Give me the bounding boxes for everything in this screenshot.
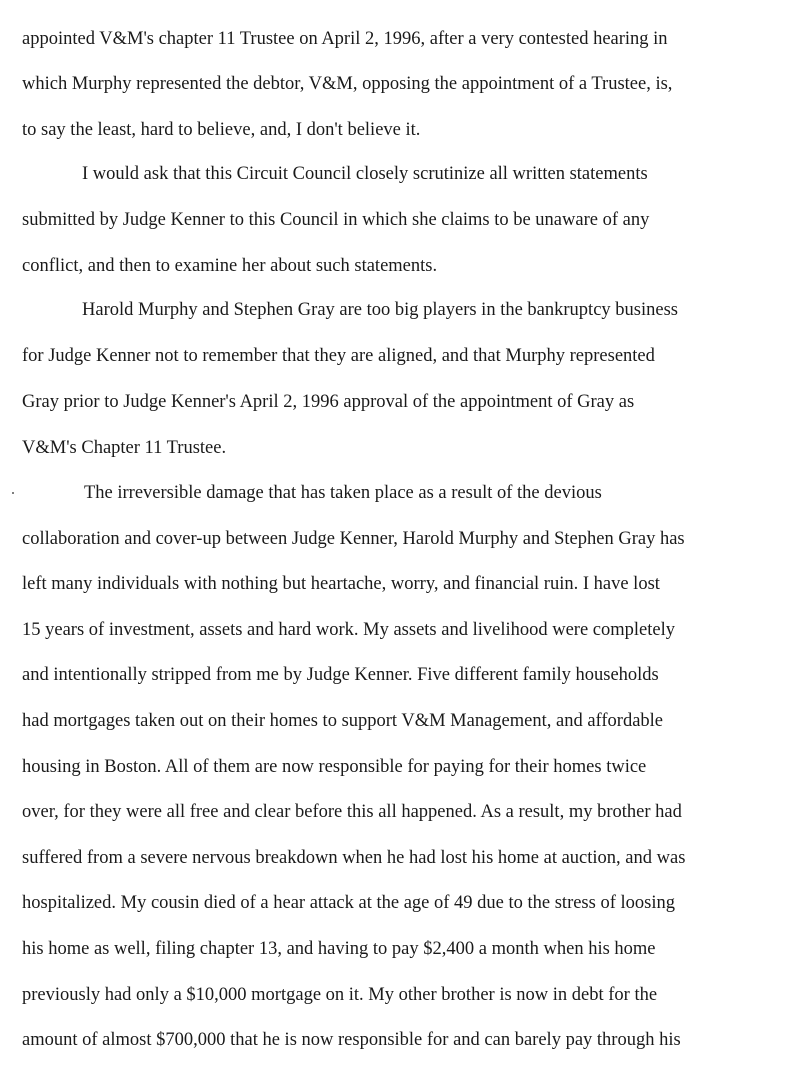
text-line: Gray prior to Judge Kenner's April 2, 1996 approval of the appointment of Gray as xyxy=(22,392,635,412)
text-line: The irreversible damage that has taken place as a result of the devious xyxy=(84,483,602,503)
text-line: over, for they were all free and clear before this all happened. As a result, my brother had xyxy=(22,802,682,822)
text-line: left many individuals with nothing but heartache, worry, and financial ruin. I have lost xyxy=(22,574,660,594)
text-line: his home as well, filing chapter 13, and having to pay $2,400 a month when his home xyxy=(22,939,656,959)
text-line: housing in Boston. All of them are now responsible for paying for their homes twice xyxy=(22,757,647,777)
text-line: 15 years of investment, assets and hard work. My assets and livelihood were completely xyxy=(22,620,675,640)
text-line: for Judge Kenner not to remember that they are aligned, and that Murphy represented xyxy=(22,346,655,366)
text-line: suffered from a severe nervous breakdown when he had lost his home at auction, and was xyxy=(22,848,686,868)
text-line: hospitalized. My cousin died of a hear attack at the age of 49 due to the stress of loosing xyxy=(22,893,675,913)
text-line: conflict, and then to examine her about such statements. xyxy=(22,256,438,276)
scan-speck xyxy=(12,492,14,494)
text-line: had mortgages taken out on their homes to support V&M Management, and affordable xyxy=(22,711,664,731)
text-line: to say the least, hard to believe, and, I don't believe it. xyxy=(22,120,421,140)
text-line: I would ask that this Circuit Council closely scrutinize all written statements xyxy=(82,164,648,184)
text-line: appointed V&M's chapter 11 Trustee on April 2, 1996, after a very contested hearing in xyxy=(22,29,668,49)
text-line: submitted by Judge Kenner to this Council in which she claims to be unaware of any xyxy=(22,210,650,230)
text-line: Harold Murphy and Stephen Gray are too big players in the bankruptcy business xyxy=(82,300,678,320)
text-line: V&M's Chapter 11 Trustee. xyxy=(22,438,227,458)
text-line: previously had only a $10,000 mortgage on it. My other brother is now in debt for the xyxy=(22,985,658,1005)
text-line: which Murphy represented the debtor, V&M, opposing the appointment of a Trustee, is, xyxy=(22,74,673,94)
text-line: collaboration and cover-up between Judge Kenner, Harold Murphy and Stephen Gray has xyxy=(22,529,685,549)
text-line: amount of almost $700,000 that he is now responsible for and can barely pay through his xyxy=(22,1030,681,1050)
text-line: and intentionally stripped from me by Judge Kenner. Five different family households xyxy=(22,665,659,685)
